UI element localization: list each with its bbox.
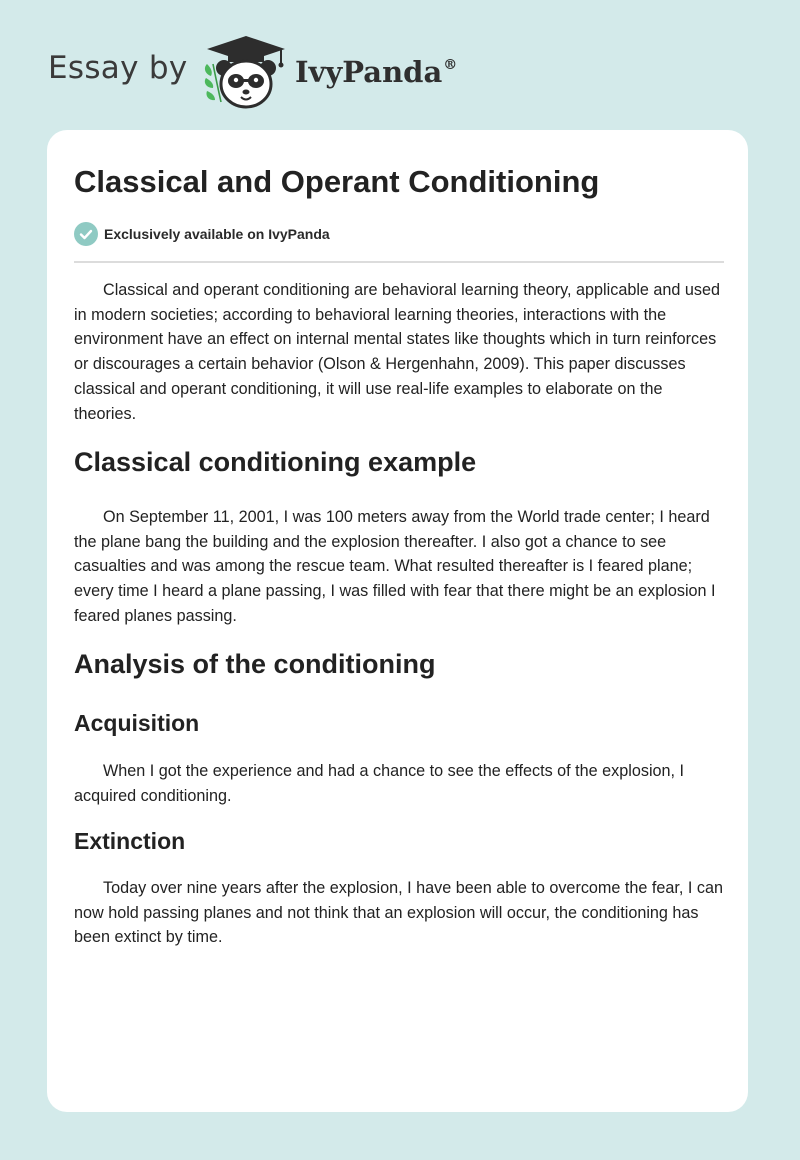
subsection-extinction-body (74, 876, 724, 950)
subsection-paragraph: When I got the experience and had a chance to see the effects of the explosion, I acquired conditioning. (74, 762, 685, 805)
subsection-acquisition (74, 710, 724, 737)
site-header (48, 30, 488, 110)
panda-graduate-logo-icon (201, 34, 291, 114)
check-circle-icon (74, 222, 98, 246)
section-heading: Analysis of the conditioning (74, 649, 436, 679)
registered-mark: ® (443, 57, 458, 73)
subsection-extinction (74, 828, 724, 855)
intro-paragraph: Classical and operant conditioning are behavioral learning theory, applicable and used in modern societies; according to behavioral learning theories, interactions with the environment have an effect on internal mental states like thoughts which in turn reinforces or discourages a certain behavior (Olson & Hergenhahn, 2009). This paper discusses classical and operant conditioning, it will use real-life examples to elaborate on the theories. (74, 281, 721, 423)
intro-block (74, 278, 724, 426)
section-classical-body (74, 505, 724, 629)
page-title: Classical and Operant Conditioning (74, 164, 600, 199)
subsection-heading: Acquisition (74, 710, 200, 736)
section-paragraph: On September 11, 2001, I was 100 meters away from the World trade center; I heard the plane bang the building and the explosion thereafter. I also got a chance to see casualties and was among the rescue team. What resulted thereafter is I feared plane; every time I heard a plane passing, I was filled with fear that there might be an explosion I feared planes passing. (74, 508, 716, 625)
exclusive-badge (74, 221, 330, 247)
section-classical (74, 447, 724, 478)
subsection-acquisition-body (74, 759, 724, 808)
section-analysis (74, 649, 724, 680)
title-divider (74, 261, 724, 263)
section-heading: Classical conditioning example (74, 447, 477, 477)
brand-name (295, 55, 457, 89)
subsection-paragraph: Today over nine years after the explosion, I have been able to overcome the fear, I can now hold passing planes and not think that an explosion will occur, the conditioning has been extinct by time. (74, 879, 723, 947)
essay-by-label: Essay by (48, 50, 188, 86)
brand-text: IvyPanda (295, 55, 443, 89)
essay-card (47, 130, 748, 1112)
exclusive-badge-text: Exclusively available on IvyPanda (104, 226, 330, 242)
subsection-heading: Extinction (74, 828, 186, 854)
